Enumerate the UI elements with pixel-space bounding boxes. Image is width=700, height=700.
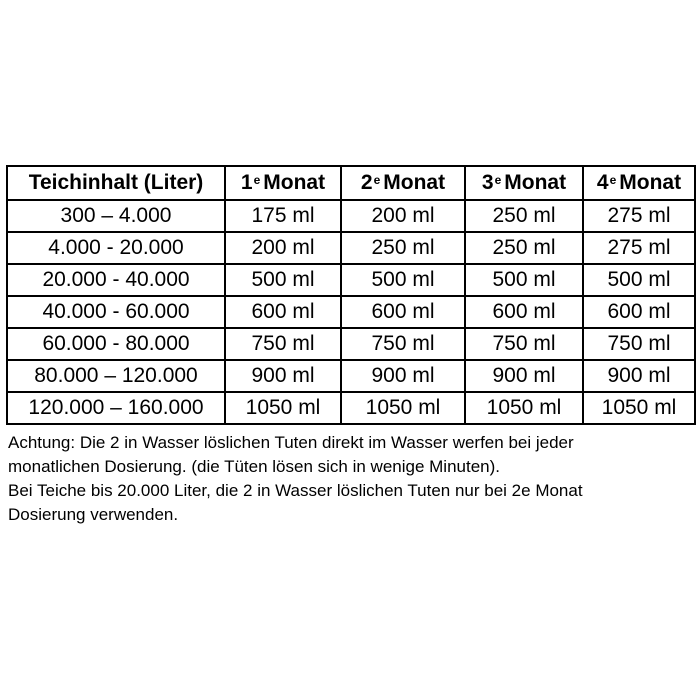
header-month-number: 4 [596, 171, 609, 194]
note-line: monatlichen Dosierung. (die Tüten lösen sich in wenige Minuten). [8, 457, 501, 476]
dosage-table [6, 165, 696, 425]
cell-dose-month-3: 250 ml [465, 232, 583, 264]
table-row [7, 264, 695, 296]
header-pond-volume: Teichinhalt (Liter) [7, 166, 225, 200]
header-month-word: Monat [504, 171, 567, 194]
cell-dose-month-4: 600 ml [583, 296, 695, 328]
cell-dose-month-1: 600 ml [225, 296, 341, 328]
cell-dose-month-2: 200 ml [341, 200, 465, 232]
header-month-number: 3 [481, 171, 494, 194]
cell-dose-month-2: 500 ml [341, 264, 465, 296]
header-month-suffix: e [253, 173, 261, 187]
cell-dose-month-2: 750 ml [341, 328, 465, 360]
table-row [7, 232, 695, 264]
cell-volume-range: 20.000 - 40.000 [7, 264, 225, 296]
note-line: Dosierung verwenden. [8, 505, 179, 524]
header-month-3 [465, 166, 583, 200]
header-month-suffix: e [373, 173, 381, 187]
cell-dose-month-3: 600 ml [465, 296, 583, 328]
cell-dose-month-4: 275 ml [583, 200, 695, 232]
cell-dose-month-4: 1050 ml [583, 392, 695, 424]
cell-dose-month-2: 600 ml [341, 296, 465, 328]
cell-dose-month-2: 1050 ml [341, 392, 465, 424]
header-month-suffix: e [494, 173, 502, 187]
cell-dose-month-2: 250 ml [341, 232, 465, 264]
header-month-suffix: e [609, 173, 617, 187]
table-row [7, 296, 695, 328]
table-header-row [7, 166, 695, 200]
cell-volume-range: 300 – 4.000 [7, 200, 225, 232]
cell-dose-month-1: 750 ml [225, 328, 341, 360]
cell-dose-month-1: 175 ml [225, 200, 341, 232]
cell-dose-month-2: 900 ml [341, 360, 465, 392]
cell-dose-month-1: 200 ml [225, 232, 341, 264]
header-month-word: Monat [619, 171, 682, 194]
cell-dose-month-3: 900 ml [465, 360, 583, 392]
cell-dose-month-3: 750 ml [465, 328, 583, 360]
dosage-sheet [6, 165, 694, 527]
note-line: Bei Teiche bis 20.000 Liter, die 2 in Wasser löslichen Tuten nur bei 2e Monat [8, 481, 583, 500]
header-month-4 [583, 166, 695, 200]
header-month-word: Monat [263, 171, 326, 194]
header-month-2 [341, 166, 465, 200]
cell-dose-month-1: 900 ml [225, 360, 341, 392]
table-row [7, 328, 695, 360]
cell-dose-month-3: 1050 ml [465, 392, 583, 424]
cell-dose-month-1: 1050 ml [225, 392, 341, 424]
cell-volume-range: 60.000 - 80.000 [7, 328, 225, 360]
cell-volume-range: 120.000 – 160.000 [7, 392, 225, 424]
header-month-1 [225, 166, 341, 200]
cell-volume-range: 80.000 – 120.000 [7, 360, 225, 392]
note-line: Achtung: Die 2 in Wasser löslichen Tuten direkt im Wasser werfen bei jeder [8, 433, 574, 452]
cell-dose-month-4: 900 ml [583, 360, 695, 392]
table-row [7, 360, 695, 392]
header-month-number: 1 [240, 171, 253, 194]
cell-volume-range: 40.000 - 60.000 [7, 296, 225, 328]
cell-dose-month-4: 275 ml [583, 232, 695, 264]
dosage-notes [6, 431, 694, 527]
table-row [7, 200, 695, 232]
cell-dose-month-4: 750 ml [583, 328, 695, 360]
header-month-number: 2 [360, 171, 373, 194]
cell-dose-month-4: 500 ml [583, 264, 695, 296]
cell-volume-range: 4.000 - 20.000 [7, 232, 225, 264]
cell-dose-month-3: 250 ml [465, 200, 583, 232]
cell-dose-month-1: 500 ml [225, 264, 341, 296]
table-row [7, 392, 695, 424]
header-month-word: Monat [383, 171, 446, 194]
cell-dose-month-3: 500 ml [465, 264, 583, 296]
